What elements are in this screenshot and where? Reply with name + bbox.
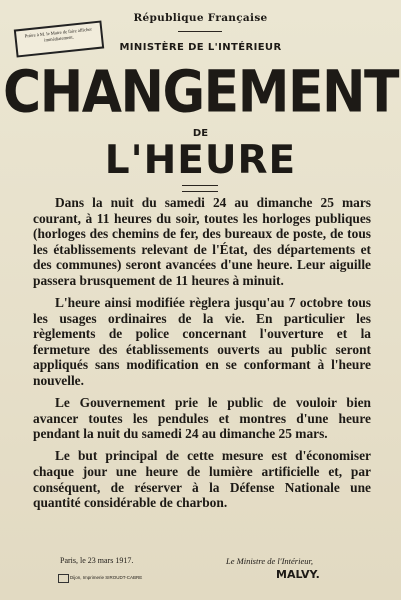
- paragraph-4: Le but principal de cette mesure est d'économiser chaque jour une heure de lumière artificielle et, par conséquent, de réserver à la Défense Nationale une quantité considérable de charbon.: [33, 448, 371, 511]
- title-de: DE: [192, 128, 209, 139]
- signature-title: Le Ministre de l'Intérieur,: [226, 556, 313, 566]
- place-date: Paris, le 23 mars 1917.: [60, 556, 134, 565]
- paragraph-3: Le Gouvernement prie le public de vouloir bien avancer toutes les pendules et montres d'une heure pendant la nuit du samedi 24 au dimanche 25 mars.: [33, 395, 371, 442]
- paragraph-2: L'heure ainsi modifiée règlera jusqu'au 7 octobre tous les usages ordinaires de la vie. En particulier les règlements de police concernant l'ouverture et la fermeture des établissements ouverts au public seront appliqués sans modification en se conformant à l'heure nouvelle.: [33, 295, 371, 389]
- paragraph-1: Dans la nuit du samedi 24 au dimanche 25 mars courant, à 11 heures du soir, toutes les horloges publiques (horloges des chemins de fer, des bureaux de poste, de tous les établissements relevant de l'État, des départements et des communes) seront avancées d'une heure. Leur aiguille passera brusquement de 11 heures à minuit.: [33, 195, 371, 288]
- republic-heading: République Française: [133, 12, 268, 24]
- printer-credit: Dijon, Imprimerie SIROUDT-CABRE: [70, 575, 143, 580]
- ministry-heading: MINISTÈRE DE L'INTÉRIEUR: [119, 42, 282, 53]
- decree-body: [33, 195, 371, 517]
- title-changement: CHANGEMENT: [3, 58, 398, 126]
- divider: [178, 31, 222, 32]
- signature-name: MALVY.: [276, 568, 320, 581]
- printer-mark: [58, 574, 69, 583]
- stamp-text: Prière à M. le Maire de faire afficher immédiatement.: [24, 26, 93, 43]
- title-heure: L'HEURE: [104, 138, 297, 183]
- ornament-divider: [182, 185, 218, 192]
